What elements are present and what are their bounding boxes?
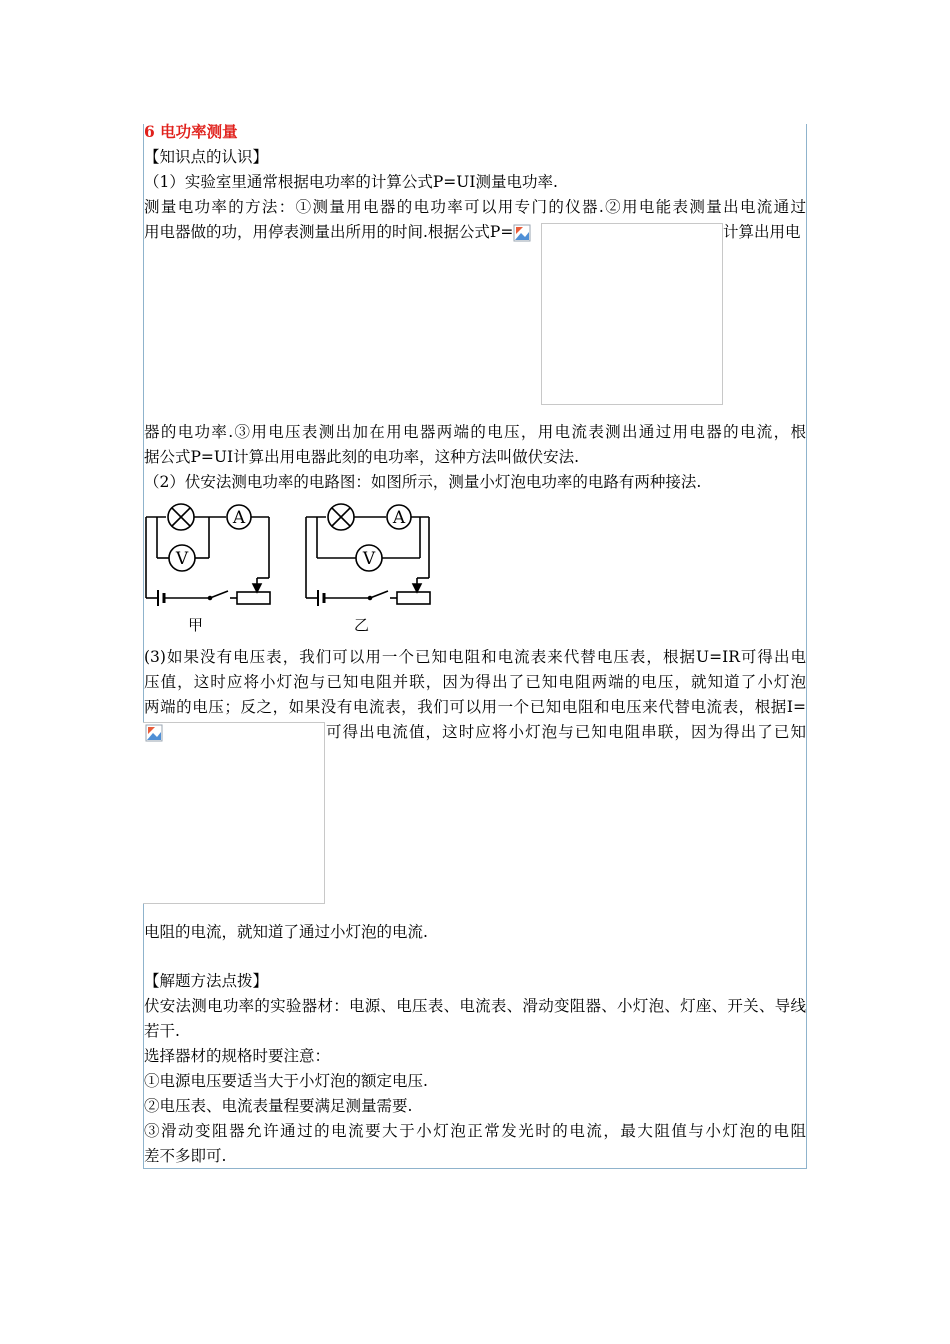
paragraph-2-line-2a-text: 用电器做的功，用停表测量出所用的时间.根据公式P= <box>144 223 514 241</box>
circuit-a <box>146 504 270 606</box>
paragraph-2-line-2b: 计算出用电 <box>723 223 801 241</box>
formula-image-placeholder <box>541 223 723 405</box>
method-heading: 【解题方法点拨】 <box>144 972 269 990</box>
paragraph-4-line-5: 电阻的电流，就知道了通过小灯泡的电流. <box>144 923 428 941</box>
ammeter-label-a: A <box>232 508 246 528</box>
method-line-6: ③滑动变阻器允许通过的电流要大于小灯泡正常发光时的电流，最大阻值与小灯泡的电阻 <box>144 1122 806 1140</box>
paragraph-2-line-1: 测量电功率的方法：①测量用电器的电功率可以用专门的仪器.②用电能表测量出电流通过 <box>144 198 806 216</box>
circuit-label-b: 乙 <box>354 616 370 634</box>
method-line-1: 伏安法测电功率的实验器材：电源、电压表、电流表、滑动变阻器、小灯泡、灯座、开关、导线 <box>144 997 806 1015</box>
circuit-label-a: 甲 <box>188 616 204 634</box>
voltmeter-label-b: V <box>362 549 376 569</box>
method-line-7: 差不多即可. <box>144 1147 227 1165</box>
broken-image-icon-overlay <box>145 724 163 742</box>
paragraph-3: （2）伏安法测电功率的电路图：如图所示，测量小灯泡电功率的电路有两种接法. <box>144 473 702 491</box>
method-line-5: ②电压表、电流表量程要满足测量需要. <box>144 1097 413 1115</box>
formula-image-placeholder-2 <box>143 722 325 904</box>
broken-image-icon <box>513 224 531 242</box>
circuit-diagrams <box>144 500 444 612</box>
paragraph-4-line-4: 可得出电流值，这时应将小灯泡与已知电阻串联，因为得出了已知 <box>326 723 806 741</box>
ammeter-label-b: A <box>392 508 406 528</box>
method-line-2: 若干. <box>144 1022 180 1040</box>
paragraph-4-line-3: 两端的电压；反之，如果没有电流表，我们可以用一个已知电阻和电压来代替电流表，根据I= <box>144 698 806 716</box>
voltmeter-label-a: V <box>175 549 189 569</box>
paragraph-2-line-3: 器的电功率.③用电压表测出加在用电器两端的电压，用电流表测出通过用电器的电流，根 <box>144 423 806 441</box>
paragraph-4-line-1: (3)如果没有电压表，我们可以用一个已知电阻和电流表来代替电压表，根据U=IR可得出电 <box>144 648 806 666</box>
paragraph-1: （1）实验室里通常根据电功率的计算公式P=UI测量电功率. <box>144 173 558 191</box>
paragraph-2-line-2a <box>144 221 531 243</box>
paragraph-2-line-4: 据公式P=UI计算出用电器此刻的电功率，这种方法叫做伏安法. <box>144 448 580 466</box>
method-line-4: ①电源电压要适当大于小灯泡的额定电压. <box>144 1072 428 1090</box>
paragraph-4-line-2: 压值，这时应将小灯泡与已知电阻并联，因为得出了已知电阻两端的电压，就知道了小灯泡 <box>144 673 806 691</box>
section-title: 6 电功率测量 <box>144 122 238 141</box>
knowledge-heading: 【知识点的认识】 <box>144 148 269 166</box>
method-line-3: 选择器材的规格时要注意： <box>144 1047 331 1065</box>
